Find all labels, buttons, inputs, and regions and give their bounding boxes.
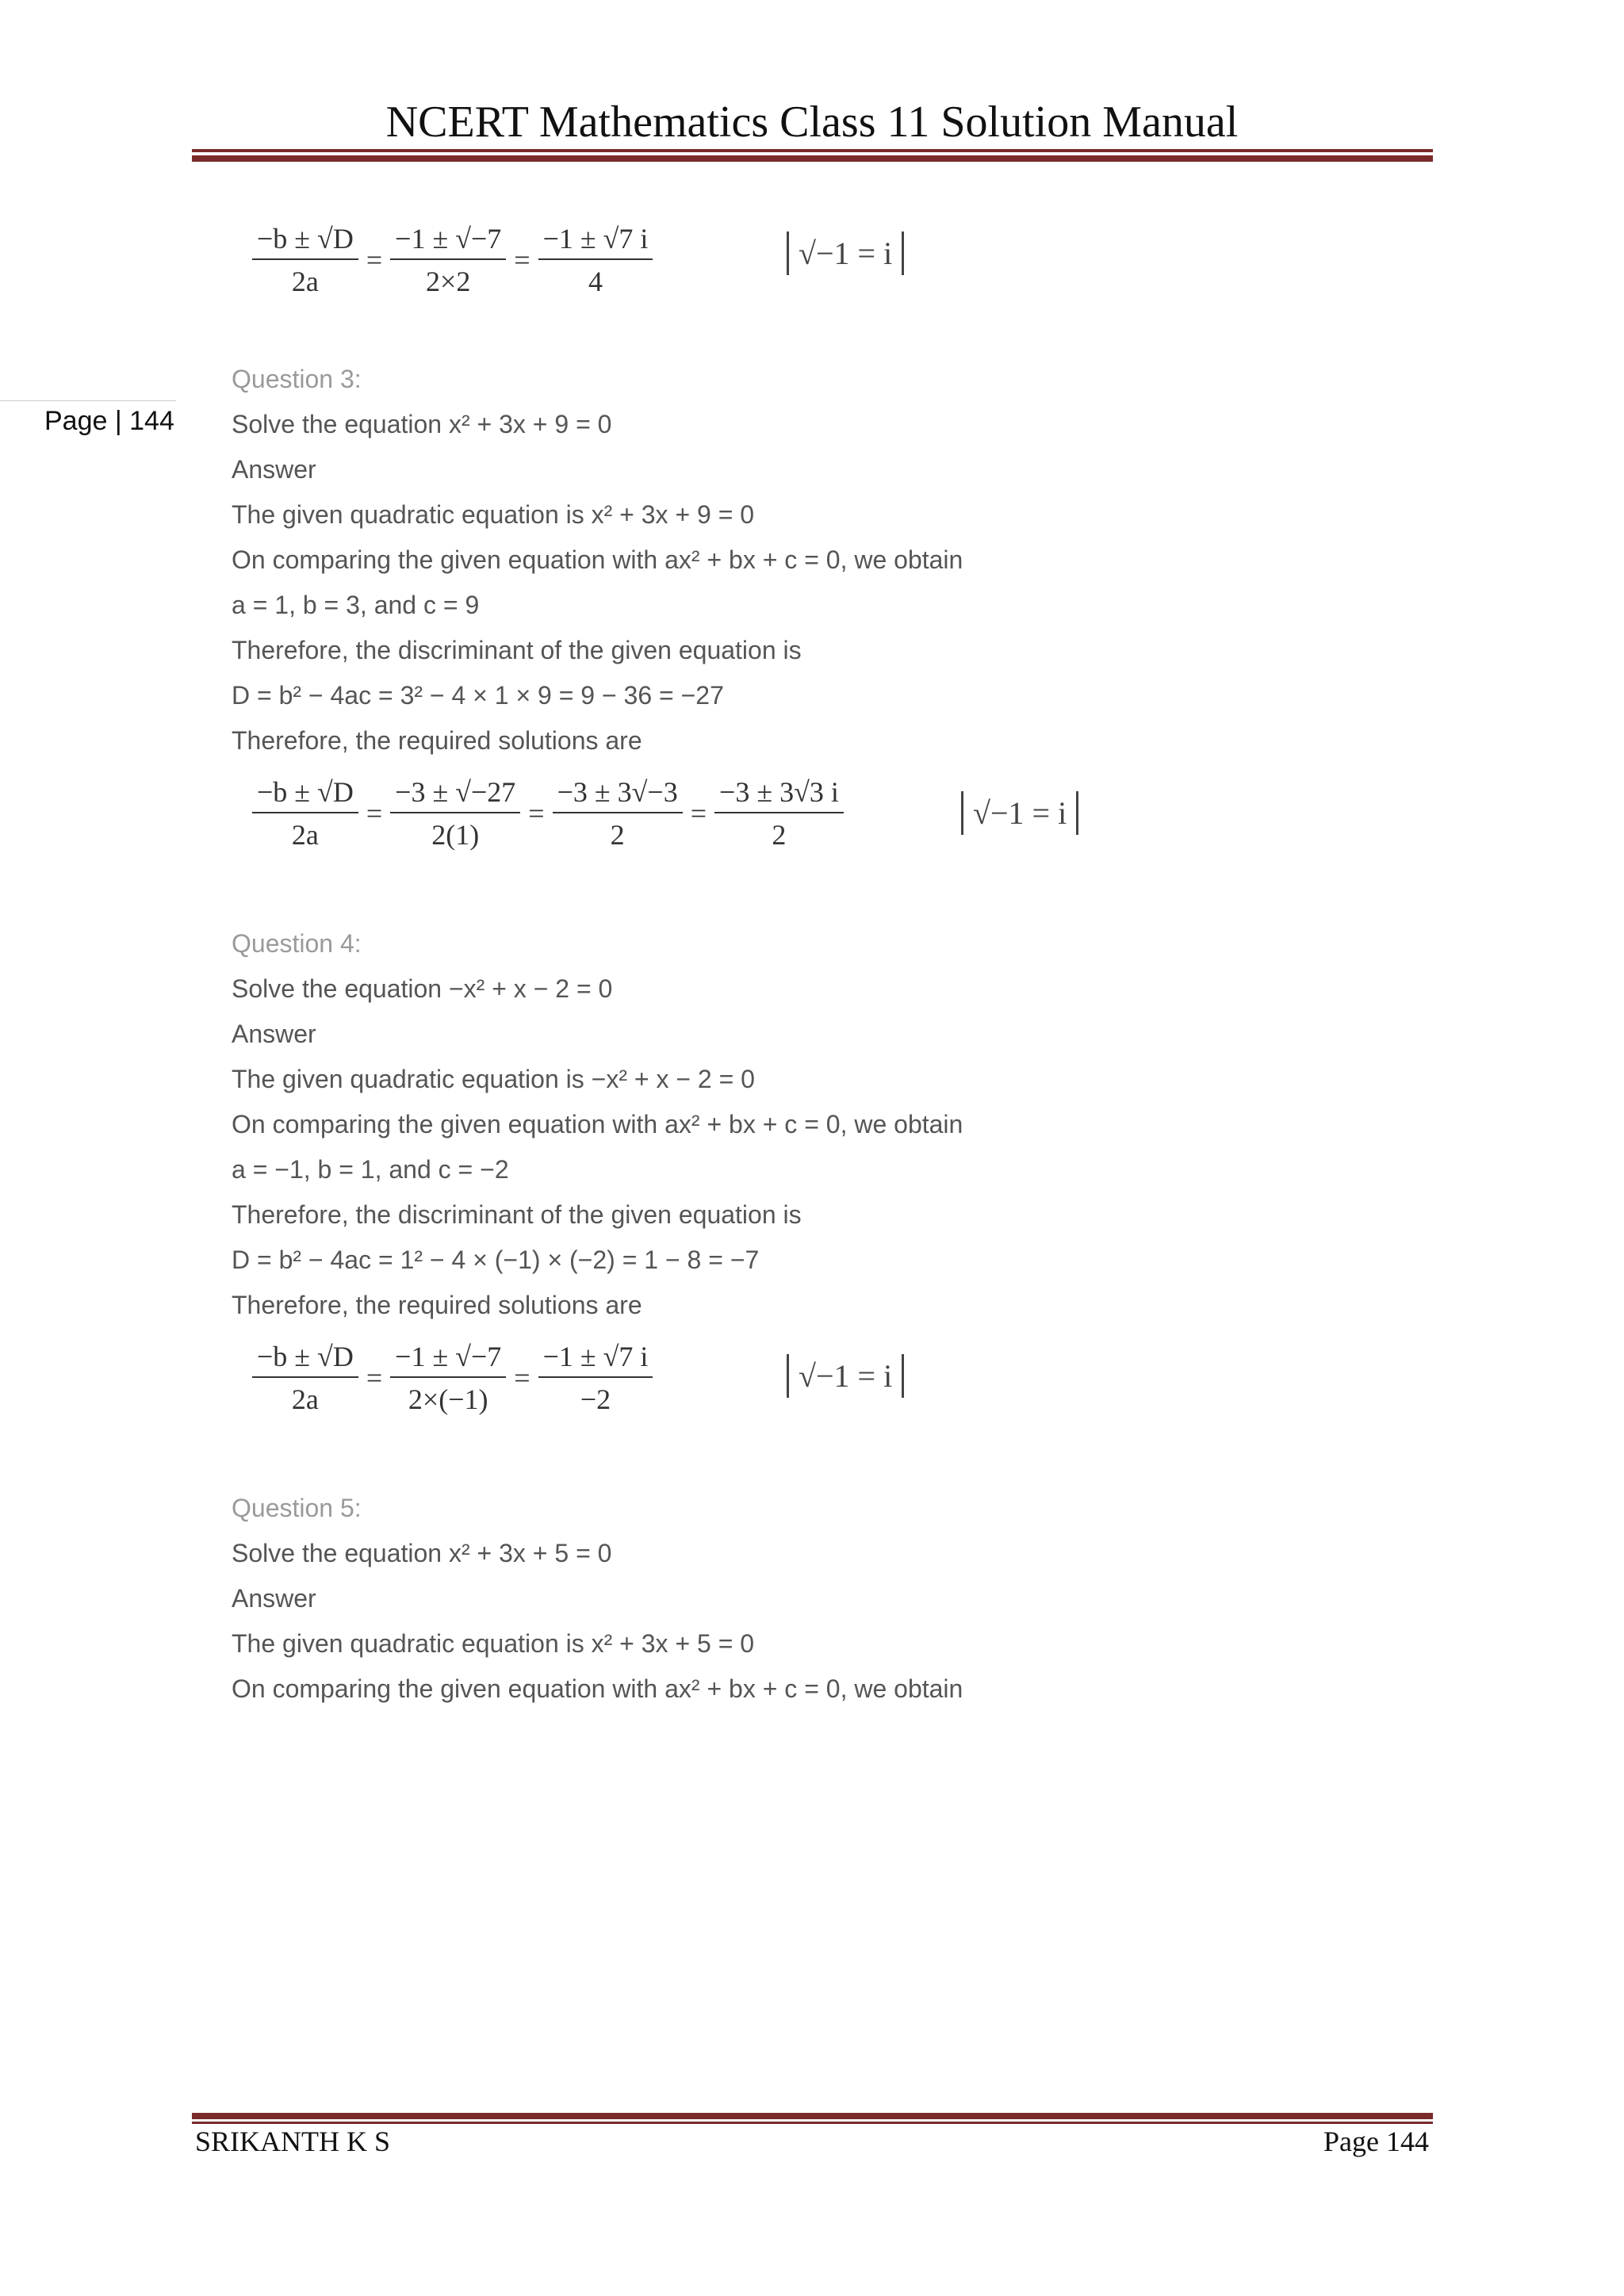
answer-line: a = −1, b = 1, and c = −2 xyxy=(232,1155,509,1184)
footer-rule xyxy=(192,2113,1433,2119)
answer-line: a = 1, b = 3, and c = 9 xyxy=(232,591,480,619)
header-rule-thin xyxy=(192,155,1433,162)
side-divider xyxy=(0,400,176,401)
fraction: $\frac{-b \pm √D}{2a}$ xyxy=(252,775,358,851)
identity-note: √−1 = i xyxy=(961,791,1078,835)
solution-equation: $\frac{-b \pm √D}{2a}$ = $\frac{-1 \pm √-7}{2\times(-1)}$ = $\frac{-1 \pm √7 i}{-2}$ √−1 = i xyxy=(239,1340,1191,1427)
fraction: $\frac{-b \pm √D}{2a}$ xyxy=(252,1340,358,1416)
footer-author: SRIKANTH K S xyxy=(195,2126,391,2157)
answer-label: Answer xyxy=(232,455,316,484)
answer-line: On comparing the given equation with ax² + bx + c = 0, we obtain xyxy=(232,545,963,574)
question-text: Solve the equation −x² + x − 2 = 0 xyxy=(232,974,613,1003)
page-title: NCERT Mathematics Class 11 Solution Manual xyxy=(385,98,1239,147)
fraction: $\frac{-3 \pm √-27}{2(1)}$ xyxy=(390,775,520,851)
fraction: $\frac{-b \pm √D}{2a}$ xyxy=(252,222,358,298)
fraction: $\frac{-1 \pm √7 i}{-2}$ xyxy=(538,1340,653,1416)
side-page-label: Page | 144 xyxy=(44,406,174,436)
fraction: $\frac{-1 \pm √-7}{2\times(-1)}$ xyxy=(390,1340,506,1416)
answer-label: Answer xyxy=(232,1020,316,1048)
fraction: $\frac{-1 \pm √-7}{2\times 2}$ xyxy=(390,222,506,298)
answer-line: Therefore, the required solutions are xyxy=(232,726,642,755)
footer-rule-thin xyxy=(192,2122,1433,2124)
question-text: Solve the equation x² + 3x + 9 = 0 xyxy=(232,410,612,438)
answer-line: The given quadratic equation is x² + 3x + 9 = 0 xyxy=(232,500,755,529)
solution-equation: $\frac{-b \pm √D}{2a}$ = $\frac{-3 \pm √-27}{2(1)}$ = $\frac{-3 \pm 3√-3}{2}$ = $\frac{-3 \pm 3√3 i}{2}$ √−1 = i xyxy=(239,775,1191,863)
fraction: $\frac{-1 \pm √7 i}{4}$ xyxy=(538,222,653,298)
answer-line: On comparing the given equation with ax² + bx + c = 0, we obtain xyxy=(232,1110,963,1138)
answer-line: On comparing the given equation with ax² + bx + c = 0, we obtain xyxy=(232,1674,963,1703)
answer-line: D = b² − 4ac = 3² − 4 × 1 × 9 = 9 − 36 = −27 xyxy=(232,681,724,710)
fraction: $\frac{-3 \pm 3√-3}{2}$ xyxy=(553,775,683,851)
identity-note: √−1 = i xyxy=(787,1354,904,1398)
question-text: Solve the equation x² + 3x + 5 = 0 xyxy=(232,1539,612,1567)
answer-line: The given quadratic equation is x² + 3x + 5 = 0 xyxy=(232,1629,755,1658)
footer-page-number: Page 144 xyxy=(1323,2126,1429,2157)
question-heading: Question 3: xyxy=(232,365,362,393)
top-equation: $\frac{-b \pm √D}{2a}$ = $\frac{-1 \pm √-7}{2\times 2}$ = $\frac{-1 \pm √7 i}{4}$ √−1 = i xyxy=(239,222,1191,309)
answer-line: Therefore, the discriminant of the given equation is xyxy=(232,636,802,664)
answer-line: D = b² − 4ac = 1² − 4 × (−1) × (−2) = 1 − 8 = −7 xyxy=(232,1246,760,1274)
answer-line: Therefore, the discriminant of the given equation is xyxy=(232,1200,802,1229)
fraction: $\frac{-3 \pm 3√3 i}{2}$ xyxy=(714,775,844,851)
question-heading: Question 5: xyxy=(232,1494,362,1522)
answer-line: Therefore, the required solutions are xyxy=(232,1291,642,1319)
identity-note: √−1 = i xyxy=(787,232,904,275)
question-heading: Question 4: xyxy=(232,929,362,958)
header-rule xyxy=(192,149,1433,152)
answer-label: Answer xyxy=(232,1584,316,1613)
answer-line: The given quadratic equation is −x² + x − 2 = 0 xyxy=(232,1065,755,1093)
